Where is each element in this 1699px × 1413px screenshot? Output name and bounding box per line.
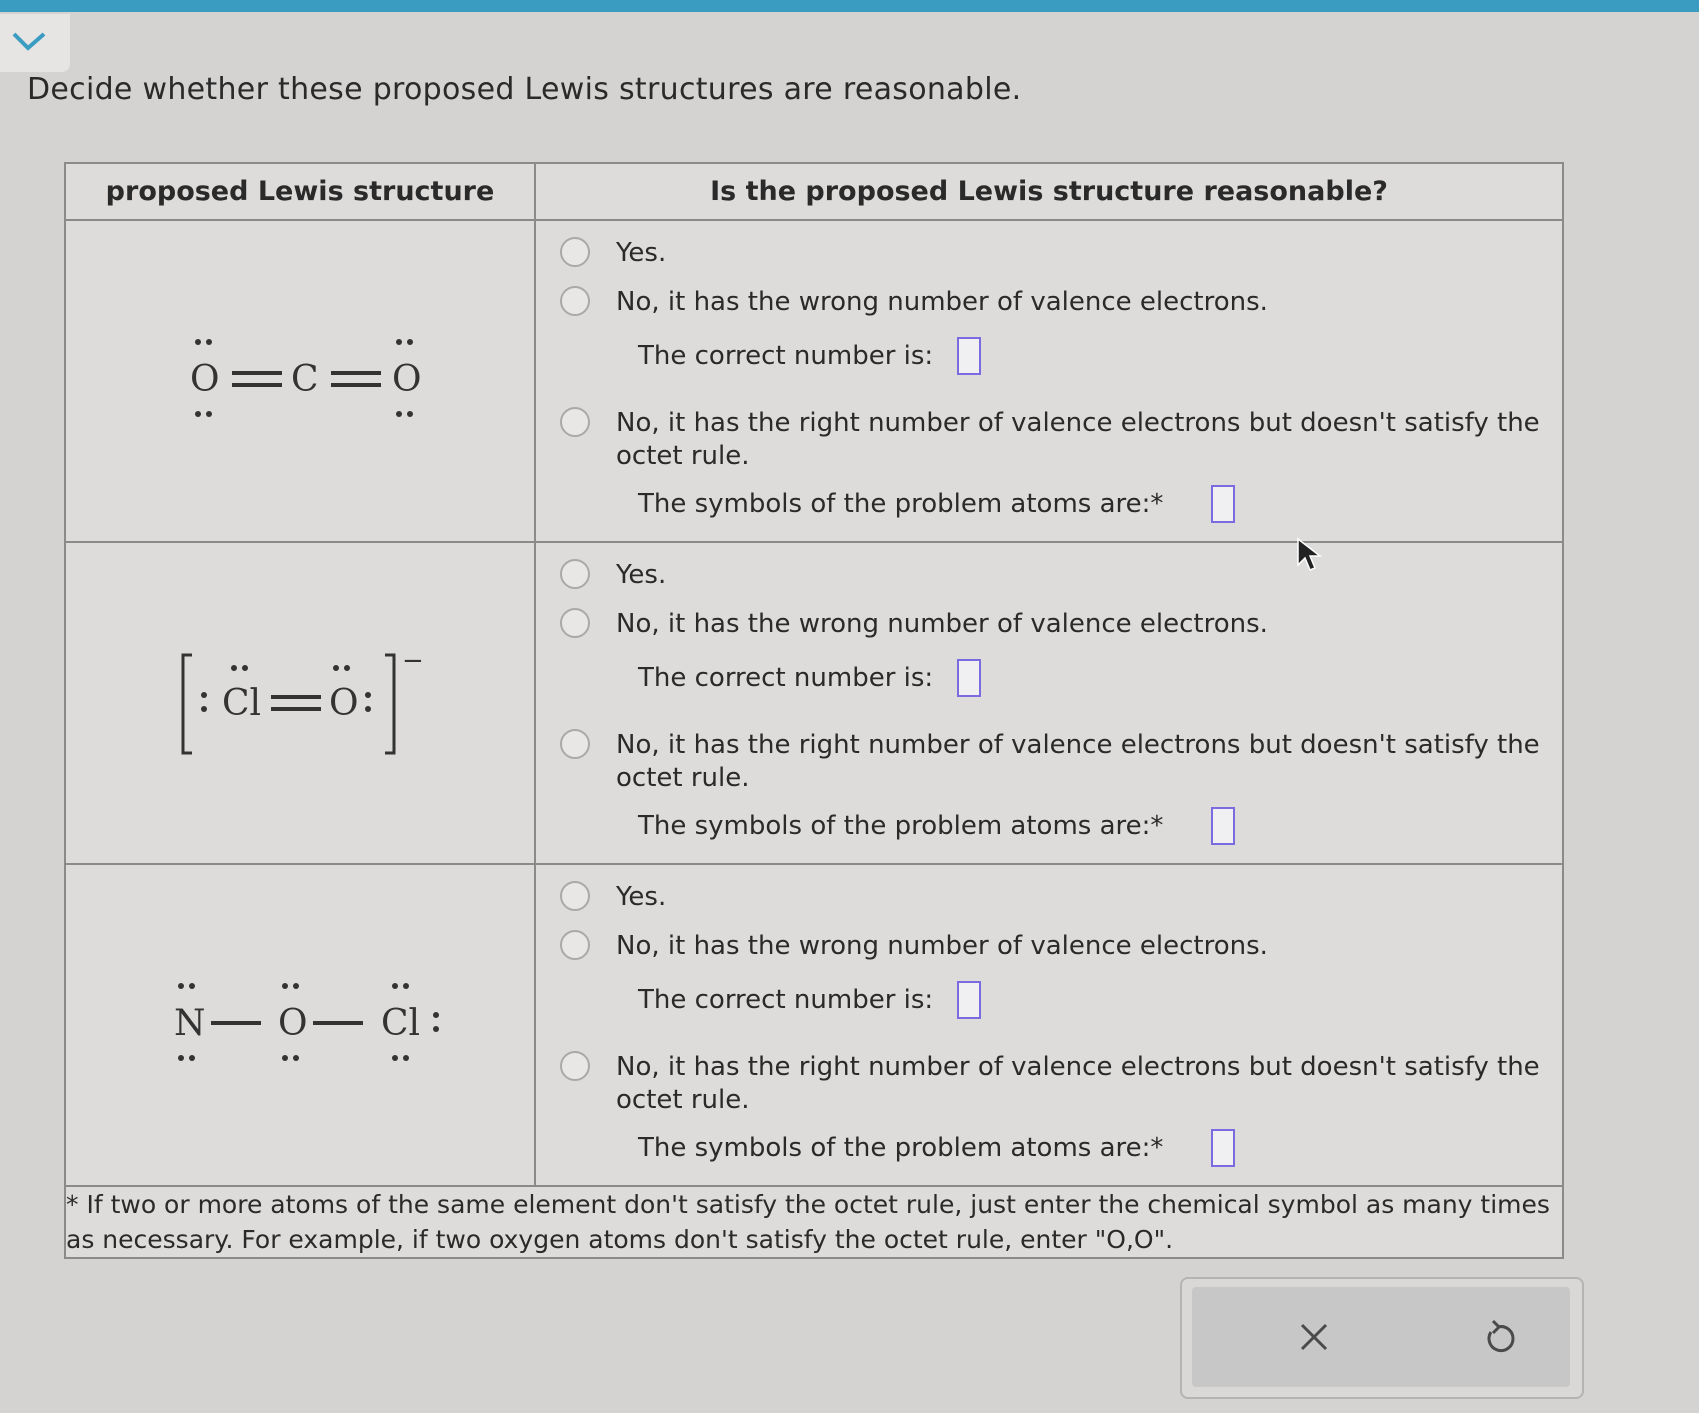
collapse-toggle[interactable] — [0, 14, 70, 72]
table-row — [65, 542, 1563, 864]
column-header-structure: proposed Lewis structure — [65, 163, 535, 220]
undo-button[interactable] — [1474, 1313, 1522, 1361]
problem-atoms-row: The symbols of the problem atoms are:* — [638, 1129, 1235, 1167]
column-header-reasonable: Is the proposed Lewis structure reasonable? — [535, 163, 1563, 220]
problem-atoms-input[interactable] — [1211, 485, 1235, 523]
correct-number-input[interactable] — [957, 981, 981, 1019]
table-row — [65, 220, 1563, 542]
problem-atoms-input[interactable] — [1211, 807, 1235, 845]
option-octet[interactable]: No, it has the right number of valence electrons but doesn't satisfy the octet rule. — [560, 407, 1546, 473]
svg-text:O: O — [190, 359, 220, 400]
action-panel — [1180, 1277, 1584, 1399]
chevron-down-icon — [10, 30, 50, 54]
clear-button[interactable] — [1290, 1313, 1338, 1361]
option-octet[interactable]: No, it has the right number of valence electrons but doesn't satisfy the octet rule. — [560, 729, 1546, 795]
radio-octet[interactable] — [560, 407, 590, 437]
table-row — [65, 864, 1563, 1186]
action-bar — [1192, 1287, 1570, 1387]
radio-wrong-count[interactable] — [560, 930, 590, 960]
question-prompt: Decide whether these proposed Lewis structures are reasonable. — [27, 72, 1022, 107]
mouse-cursor-icon — [1296, 537, 1324, 573]
option-wrong-count[interactable]: No, it has the wrong number of valence electrons. — [560, 930, 1268, 963]
lewis-structure-table — [64, 162, 1564, 1259]
svg-text:Cl: Cl — [381, 1003, 421, 1044]
option-wrong-count[interactable]: No, it has the wrong number of valence electrons. — [560, 286, 1268, 319]
radio-yes[interactable] — [560, 881, 590, 911]
correct-number-row: The correct number is: — [638, 659, 981, 697]
radio-yes[interactable] — [560, 559, 590, 589]
svg-text:O: O — [392, 359, 422, 400]
svg-text:−: − — [402, 646, 424, 676]
radio-wrong-count[interactable] — [560, 608, 590, 638]
radio-yes[interactable] — [560, 237, 590, 267]
svg-text:O: O — [278, 1003, 308, 1044]
undo-icon — [1474, 1313, 1522, 1361]
correct-number-row: The correct number is: — [638, 981, 981, 1019]
radio-octet[interactable] — [560, 1051, 590, 1081]
option-yes[interactable]: Yes. — [560, 559, 666, 592]
lewis-structure-co2 — [65, 220, 535, 542]
lewis-structure-nocl — [65, 864, 535, 1186]
option-wrong-count[interactable]: No, it has the wrong number of valence electrons. — [560, 608, 1268, 641]
octet-footnote: * If two or more atoms of the same element don't satisfy the octet rule, just enter the chemical symbol as many times as necessary. For example, if two oxygen atoms don't satisfy the octet rule, enter "O,O". — [65, 1186, 1563, 1258]
svg-text:Cl: Cl — [222, 683, 262, 724]
problem-atoms-input[interactable] — [1211, 1129, 1235, 1167]
correct-number-input[interactable] — [957, 659, 981, 697]
radio-octet[interactable] — [560, 729, 590, 759]
answer-cell-2 — [535, 542, 1563, 864]
option-octet[interactable]: No, it has the right number of valence electrons but doesn't satisfy the octet rule. — [560, 1051, 1546, 1117]
x-icon — [1290, 1313, 1338, 1361]
option-yes[interactable]: Yes. — [560, 881, 666, 914]
option-yes[interactable]: Yes. — [560, 237, 666, 270]
problem-atoms-row: The symbols of the problem atoms are:* — [638, 807, 1235, 845]
svg-text:O: O — [329, 683, 359, 724]
answer-cell-3 — [535, 864, 1563, 1186]
correct-number-input[interactable] — [957, 337, 981, 375]
correct-number-row: The correct number is: — [638, 337, 981, 375]
lewis-structure-clo-ion — [65, 542, 535, 864]
svg-text:N: N — [174, 1003, 206, 1044]
radio-wrong-count[interactable] — [560, 286, 590, 316]
problem-atoms-row: The symbols of the problem atoms are:* — [638, 485, 1235, 523]
svg-text:C: C — [291, 359, 319, 400]
answer-cell-1 — [535, 220, 1563, 542]
top-accent-bar — [0, 0, 1699, 12]
